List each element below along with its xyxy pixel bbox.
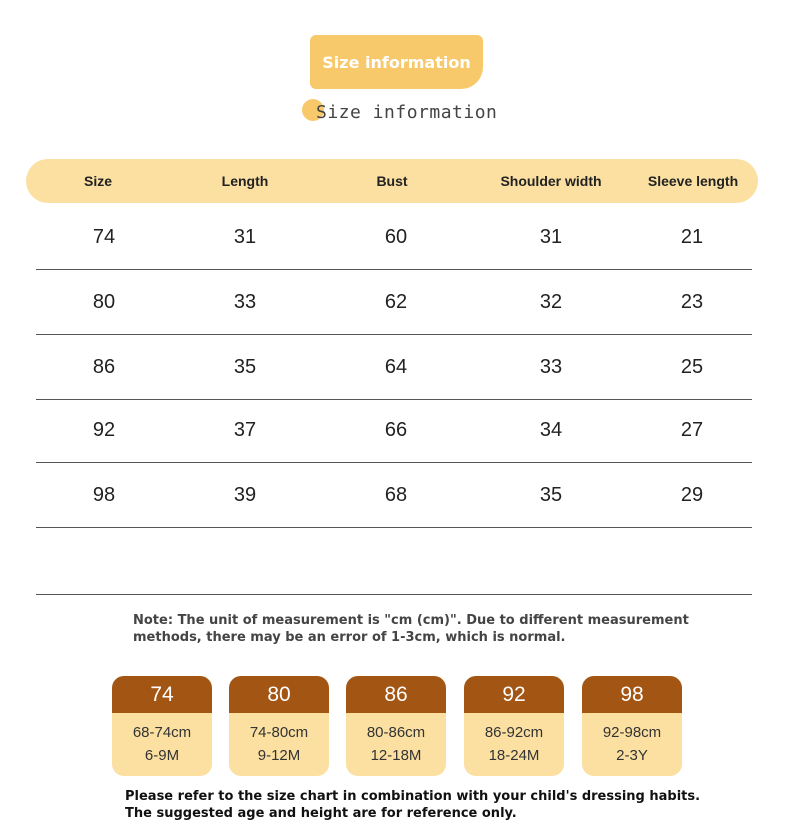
cell-sleeve-length: 25: [680, 355, 704, 378]
cell-sleeve-length: 27: [680, 418, 704, 441]
card-size: 92: [464, 676, 564, 713]
table-row: [36, 205, 752, 270]
cell-shoulder-width: 34: [539, 418, 563, 441]
header-sleeve-length: Sleeve length: [647, 173, 739, 189]
cell-shoulder-width: 33: [539, 355, 563, 378]
cell-length: 39: [233, 483, 257, 506]
cell-bust: 66: [384, 418, 408, 441]
title-badge: [310, 35, 483, 89]
card-age: 2-3Y: [616, 747, 648, 764]
cell-size: 80: [92, 290, 116, 313]
table-row: [36, 270, 752, 335]
header-length: Length: [221, 173, 269, 189]
subtitle: [302, 98, 502, 128]
cell-bust: 68: [384, 483, 408, 506]
cell-size: 86: [92, 355, 116, 378]
card-age: 6-9M: [144, 747, 180, 764]
cell-length: 33: [233, 290, 257, 313]
card-height: 86-92cm: [484, 724, 544, 741]
size-card-80: [229, 676, 329, 776]
size-card-74: [112, 676, 212, 776]
cell-size: 98: [92, 483, 116, 506]
cell-length: 35: [233, 355, 257, 378]
cell-sleeve-length: 23: [680, 290, 704, 313]
cell-size: 92: [92, 418, 116, 441]
size-card-92: [464, 676, 564, 776]
cell-shoulder-width: 31: [539, 225, 563, 248]
card-height: 80-86cm: [366, 724, 426, 741]
cell-length: 37: [233, 418, 257, 441]
note-line-2: methods, there may be an error of 1-3cm, which is normal.: [133, 630, 566, 645]
cell-size: 74: [92, 225, 116, 248]
table-row: [36, 463, 752, 528]
card-size: 86: [346, 676, 446, 713]
footer-line-2: The suggested age and height are for reference only.: [125, 806, 517, 821]
page-title: Size information: [322, 52, 471, 72]
cell-bust: 60: [384, 225, 408, 248]
card-size: 80: [229, 676, 329, 713]
cell-sleeve-length: 21: [680, 225, 704, 248]
card-age: 18-24M: [488, 747, 540, 764]
measurement-note: [133, 612, 693, 646]
table-header: [26, 159, 758, 203]
table-row: [36, 398, 752, 463]
card-height: 92-98cm: [602, 724, 662, 741]
card-size: 74: [112, 676, 212, 713]
table-row: [36, 335, 752, 400]
card-height: 74-80cm: [249, 724, 309, 741]
cell-shoulder-width: 32: [539, 290, 563, 313]
cell-shoulder-width: 35: [539, 483, 563, 506]
header-size: Size: [83, 173, 112, 189]
size-card-98: [582, 676, 682, 776]
header-shoulder-width: Shoulder width: [500, 173, 602, 189]
blank-row: [36, 528, 752, 595]
size-card-86: [346, 676, 446, 776]
cell-length: 31: [233, 225, 257, 248]
card-height: 68-74cm: [132, 724, 192, 741]
footer-note: [125, 788, 745, 822]
card-size: 98: [582, 676, 682, 713]
subtitle-text: Size information: [316, 102, 498, 123]
footer-line-1: Please refer to the size chart in combination with your child's dressing habits.: [125, 789, 701, 804]
card-age: 12-18M: [370, 747, 422, 764]
note-line-1: Note: The unit of measurement is "cm (cm)". Due to different measurement: [133, 613, 689, 628]
header-bust: Bust: [376, 173, 408, 189]
cell-bust: 64: [384, 355, 408, 378]
card-age: 9-12M: [257, 747, 301, 764]
cell-sleeve-length: 29: [680, 483, 704, 506]
cell-bust: 62: [384, 290, 408, 313]
